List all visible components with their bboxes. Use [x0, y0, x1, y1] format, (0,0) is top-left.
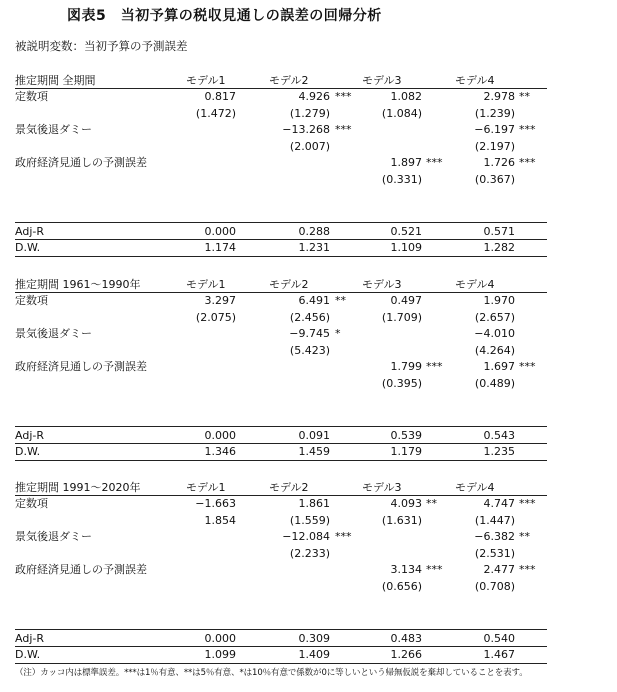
period-label: 推定期間 1961～1990年	[15, 278, 141, 291]
significance-stars: ***	[519, 360, 536, 373]
cell-value: 1.235	[483, 445, 515, 458]
cell-value: (2.233)	[289, 546, 330, 560]
row-label: Adj-R	[15, 225, 44, 238]
row-label: 政府経済見通しの予測誤差	[15, 156, 147, 169]
cell-value: (2.531)	[474, 546, 515, 560]
significance-stars: ***	[426, 156, 443, 169]
significance-stars: **	[519, 90, 530, 103]
cell-value: 1.346	[204, 445, 236, 458]
cell-value: −4.010	[474, 327, 515, 340]
cell-value: (0.656)	[381, 579, 422, 593]
adj-r-row	[0, 428, 617, 444]
cell-value: 0.543	[483, 429, 515, 442]
table-row	[0, 89, 617, 105]
rule-dw	[15, 443, 547, 444]
table-row	[0, 122, 617, 138]
cell-value: 1.282	[483, 241, 515, 254]
row-label: 定数項	[15, 497, 48, 510]
cell-value: (1.447)	[474, 513, 515, 527]
cell-value: 1.726	[483, 156, 515, 169]
row-label: 定数項	[15, 294, 48, 307]
row-label: D.W.	[15, 241, 41, 254]
cell-value: 1.409	[298, 648, 330, 661]
rule-dw	[15, 646, 547, 647]
significance-stars: ***	[335, 123, 352, 136]
cell-value: 0.497	[390, 294, 422, 307]
table-row	[0, 496, 617, 512]
significance-stars: ***	[335, 90, 352, 103]
rule-adj	[15, 426, 547, 427]
significance-stars: **	[519, 530, 530, 543]
cell-value: 0.091	[298, 429, 330, 442]
cell-value: −13.268	[282, 123, 330, 136]
table-row	[0, 376, 617, 392]
significance-stars: ***	[519, 123, 536, 136]
cell-value: 1.467	[483, 648, 515, 661]
cell-value: (1.631)	[381, 513, 422, 527]
section-1	[0, 68, 617, 268]
significance-stars: ***	[335, 530, 352, 543]
cell-value: 2.477	[483, 563, 515, 576]
cell-value: 1.231	[298, 241, 330, 254]
table-row	[0, 139, 617, 155]
section-header	[0, 480, 617, 496]
table-row	[0, 579, 617, 595]
significance-stars: ***	[519, 563, 536, 576]
cell-value: (1.239)	[474, 106, 515, 120]
cell-value: (1.279)	[289, 106, 330, 120]
significance-stars: ***	[519, 156, 536, 169]
model-header-3: モデル3	[362, 74, 402, 87]
cell-value: −9.745	[289, 327, 330, 340]
cell-value: (0.367)	[474, 172, 515, 186]
row-label: Adj-R	[15, 632, 44, 645]
cell-value: 1.697	[483, 360, 515, 373]
cell-value: 0.288	[298, 225, 330, 238]
table-row	[0, 172, 617, 188]
cell-value: 3.297	[204, 294, 236, 307]
row-label: 定数項	[15, 90, 48, 103]
significance-stars: ***	[519, 497, 536, 510]
model-header-2: モデル2	[269, 481, 309, 494]
cell-value: 4.093	[390, 497, 422, 510]
cell-value: 4.747	[483, 497, 515, 510]
cell-value: (0.395)	[381, 376, 422, 390]
dw-row	[0, 444, 617, 460]
cell-value: (1.472)	[195, 106, 236, 120]
cell-value: (2.197)	[474, 139, 515, 153]
table-row	[0, 293, 617, 309]
model-header-4: モデル4	[455, 278, 495, 291]
cell-value: 0.540	[483, 632, 515, 645]
cell-value: 6.491	[298, 294, 330, 307]
cell-value: (0.331)	[381, 172, 422, 186]
significance-stars: *	[335, 327, 341, 340]
row-label: 景気後退ダミー	[15, 530, 92, 543]
period-label: 推定期間 全期間	[15, 74, 96, 87]
cell-value: 1.266	[390, 648, 422, 661]
section-header	[0, 73, 617, 89]
section-2	[0, 272, 617, 472]
rule-adj	[15, 222, 547, 223]
significance-stars: **	[426, 497, 437, 510]
table-row	[0, 513, 617, 529]
adj-r-row	[0, 224, 617, 240]
significance-stars: ***	[426, 563, 443, 576]
cell-value: (2.657)	[474, 310, 515, 324]
cell-value: 0.309	[298, 632, 330, 645]
model-header-4: モデル4	[455, 74, 495, 87]
model-header-3: モデル3	[362, 278, 402, 291]
table-row	[0, 529, 617, 545]
rule-adj	[15, 629, 547, 630]
row-label: D.W.	[15, 648, 41, 661]
row-label: 政府経済見通しの予測誤差	[15, 563, 147, 576]
cell-value: 2.978	[483, 90, 515, 103]
cell-value: 0.817	[204, 90, 236, 103]
cell-value: 1.799	[390, 360, 422, 373]
cell-value: (5.423)	[289, 343, 330, 357]
row-label: D.W.	[15, 445, 41, 458]
cell-value: (2.007)	[289, 139, 330, 153]
section-header	[0, 277, 617, 293]
period-label: 推定期間 1991～2020年	[15, 481, 141, 494]
page-title: 図表5 当初予算の税収見通しの誤差の回帰分析	[67, 8, 382, 24]
table-row	[0, 326, 617, 342]
adj-r-row	[0, 631, 617, 647]
model-header-3: モデル3	[362, 481, 402, 494]
cell-value: (1.084)	[381, 106, 422, 120]
table-row	[0, 310, 617, 326]
cell-value: 0.483	[390, 632, 422, 645]
cell-value: 0.000	[204, 429, 236, 442]
cell-value: 3.134	[390, 563, 422, 576]
table-row	[0, 106, 617, 122]
model-header-2: モデル2	[269, 278, 309, 291]
dw-row	[0, 647, 617, 663]
row-label: 政府経済見通しの予測誤差	[15, 360, 147, 373]
rule-bottom	[15, 460, 547, 461]
table-row	[0, 546, 617, 562]
model-header-4: モデル4	[455, 481, 495, 494]
cell-value: 0.571	[483, 225, 515, 238]
cell-value: (0.708)	[474, 579, 515, 593]
cell-value: 0.000	[204, 225, 236, 238]
table-row	[0, 359, 617, 375]
cell-value: −6.382	[474, 530, 515, 543]
dw-row	[0, 240, 617, 256]
cell-value: 1.861	[298, 497, 330, 510]
cell-value: 1.970	[483, 294, 515, 307]
row-label: 景気後退ダミー	[15, 327, 92, 340]
cell-value: −6.197	[474, 123, 515, 136]
cell-value: 1.459	[298, 445, 330, 458]
cell-value: (2.456)	[289, 310, 330, 324]
significance-stars: **	[335, 294, 346, 307]
cell-value: 1.099	[204, 648, 236, 661]
dependent-variable-label: 被説明変数：当初予算の予測誤差	[15, 39, 188, 53]
table-row	[0, 562, 617, 578]
section-3	[0, 475, 617, 675]
cell-value: 1.179	[390, 445, 422, 458]
significance-stars: ***	[426, 360, 443, 373]
cell-value: (0.489)	[474, 376, 515, 390]
table-row	[0, 155, 617, 171]
cell-value: (1.559)	[289, 513, 330, 527]
cell-value: 0.539	[390, 429, 422, 442]
cell-value: 1.174	[204, 241, 236, 254]
cell-value: (2.075)	[195, 310, 236, 324]
cell-value: 1.109	[390, 241, 422, 254]
cell-value: 0.521	[390, 225, 422, 238]
model-header-1: モデル1	[186, 481, 226, 494]
cell-value: (1.709)	[381, 310, 422, 324]
model-header-1: モデル1	[186, 74, 226, 87]
rule-dw	[15, 239, 547, 240]
rule-bottom	[15, 663, 547, 664]
footnote: （注）カッコ内は標準誤差。***は1％有意、**は5％有意、*は10％有意で係数が0に等しいという帰無仮説を棄却していることを表す。	[15, 668, 528, 678]
cell-value: 1.082	[390, 90, 422, 103]
cell-value: −12.084	[282, 530, 330, 543]
cell-value: 1.897	[390, 156, 422, 169]
row-label: 景気後退ダミー	[15, 123, 92, 136]
rule-bottom	[15, 256, 547, 257]
row-label: Adj-R	[15, 429, 44, 442]
cell-value: (4.264)	[474, 343, 515, 357]
cell-value: 1.854	[204, 513, 236, 527]
model-header-2: モデル2	[269, 74, 309, 87]
cell-value: 4.926	[298, 90, 330, 103]
model-header-1: モデル1	[186, 278, 226, 291]
cell-value: −1.663	[195, 497, 236, 510]
table-row	[0, 343, 617, 359]
cell-value: 0.000	[204, 632, 236, 645]
